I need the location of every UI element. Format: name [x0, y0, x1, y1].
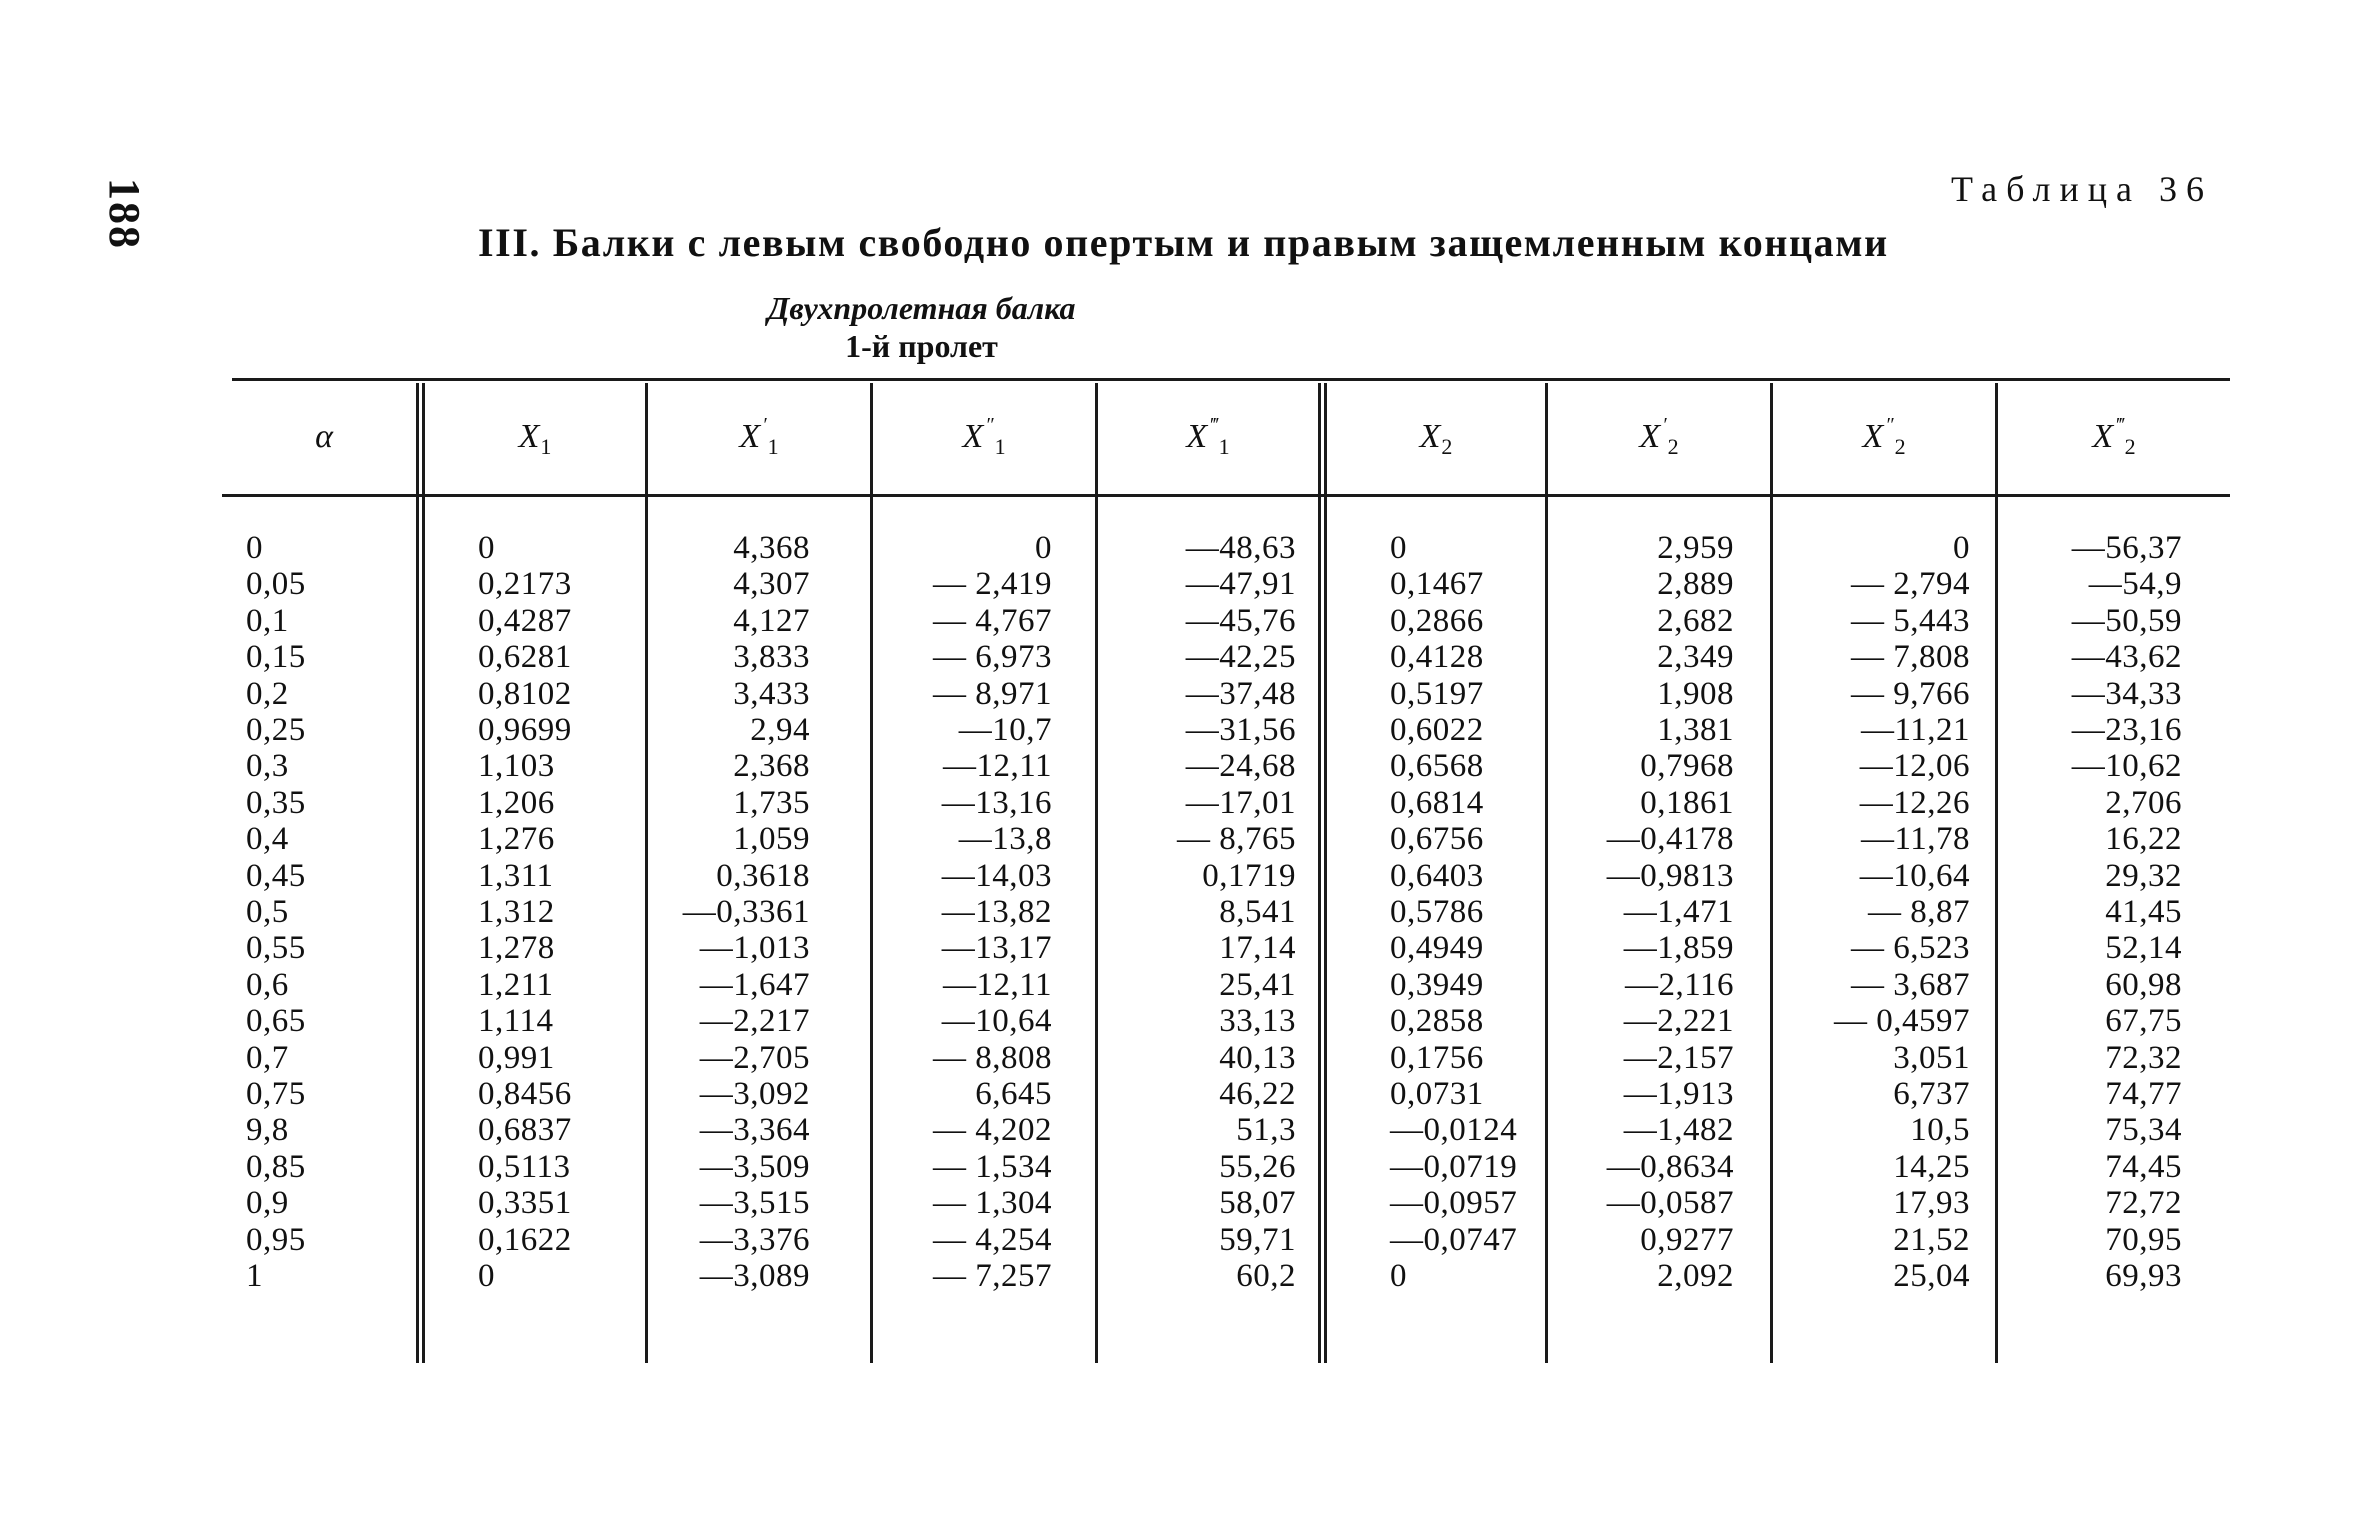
- column-header: [1327, 383, 1545, 491]
- column-header-index: 1: [767, 434, 779, 459]
- value-cell: 60,98: [2105, 966, 2182, 1003]
- value-cell: —13,8: [958, 821, 1052, 858]
- table-row: [0, 930, 2363, 966]
- alpha-cell: 0,25: [246, 712, 306, 748]
- value-cell: —10,7: [958, 712, 1052, 748]
- value-cell: —10,64: [1859, 857, 1970, 894]
- column-header-index: 1: [540, 434, 552, 459]
- value-cell: 25,04: [1893, 1258, 1970, 1294]
- value-cell: — 6,523: [1851, 930, 1970, 967]
- value-cell: 25,41: [1219, 966, 1296, 1003]
- alpha-cell: 0: [246, 530, 263, 566]
- value-cell: —12,11: [942, 748, 1052, 785]
- value-cell: 10,5: [1910, 1112, 1970, 1149]
- table-label: Таблица 36: [1951, 169, 2213, 209]
- value-cell: 14,25: [1893, 1148, 1970, 1185]
- table-row: [0, 1185, 2363, 1221]
- alpha-cell: 0,1: [246, 602, 289, 639]
- value-cell: —3,376: [699, 1221, 810, 1258]
- value-cell: —13,16: [941, 784, 1052, 821]
- value-cell: — 5,443: [1851, 602, 1970, 639]
- value-cell: —31,56: [1185, 712, 1296, 748]
- page-number: 188: [100, 178, 149, 250]
- column-header-index: 1: [1218, 434, 1230, 459]
- table-row: [0, 603, 2363, 639]
- value-cell: 0,2866: [1390, 602, 1484, 639]
- value-cell: 1,103: [478, 748, 555, 785]
- value-cell: —1,482: [1623, 1112, 1734, 1149]
- value-cell: —43,62: [2071, 639, 2182, 676]
- column-header-index: 2: [1667, 434, 1679, 459]
- value-cell: 2,706: [2105, 784, 2182, 821]
- value-cell: — 6,973: [933, 639, 1052, 676]
- column-header: [648, 383, 870, 491]
- value-cell: —0,4178: [1606, 821, 1734, 858]
- value-cell: — 2,419: [933, 566, 1052, 603]
- column-header: [425, 383, 645, 491]
- table-subtitle: Двухпролетная балка: [767, 290, 1076, 326]
- table-row: [0, 821, 2363, 857]
- value-cell: 2,682: [1657, 602, 1734, 639]
- value-cell: — 0,4597: [1834, 1003, 1970, 1040]
- value-cell: 0,1719: [1202, 857, 1296, 894]
- value-cell: — 1,534: [933, 1148, 1052, 1185]
- table-row: [0, 894, 2363, 930]
- value-cell: —3,515: [699, 1185, 810, 1222]
- value-cell: — 3,687: [1851, 966, 1970, 1003]
- value-cell: 0,1622: [478, 1221, 572, 1258]
- alpha-cell: 1: [246, 1258, 263, 1294]
- table-row: [0, 1003, 2363, 1039]
- value-cell: —2,116: [1624, 966, 1734, 1003]
- column-header-prime: ″: [1885, 413, 1894, 436]
- value-cell: 0,8456: [478, 1076, 572, 1112]
- value-cell: 1,908: [1657, 675, 1734, 712]
- value-cell: —50,59: [2071, 602, 2182, 639]
- alpha-cell: 0,65: [246, 1003, 306, 1040]
- value-cell: —0,9813: [1606, 857, 1734, 894]
- alpha-cell: 0,3: [246, 748, 289, 785]
- value-cell: —2,705: [699, 1039, 810, 1076]
- value-cell: 0,5197: [1390, 675, 1484, 712]
- value-cell: —3,092: [699, 1076, 810, 1112]
- value-cell: —1,647: [699, 966, 810, 1003]
- value-cell: 6,645: [975, 1076, 1052, 1112]
- value-cell: 0: [478, 1258, 495, 1294]
- value-cell: 72,32: [2105, 1039, 2182, 1076]
- value-cell: 0,1467: [1390, 566, 1484, 603]
- value-cell: —1,471: [1623, 894, 1734, 930]
- value-cell: 41,45: [2105, 894, 2182, 930]
- alpha-cell: 0,95: [246, 1221, 306, 1258]
- value-cell: —3,364: [699, 1112, 810, 1149]
- value-cell: —17,01: [1185, 784, 1296, 821]
- value-cell: 69,93: [2105, 1258, 2182, 1294]
- value-cell: 0,6022: [1390, 712, 1484, 748]
- column-header: [873, 383, 1095, 491]
- value-cell: 4,368: [733, 530, 810, 566]
- value-cell: 0,6281: [478, 639, 572, 676]
- column-header: [1548, 383, 1770, 491]
- alpha-cell: 0,7: [246, 1039, 289, 1076]
- column-header-index: 2: [1894, 434, 1906, 459]
- column-header: [232, 383, 416, 491]
- value-cell: 4,307: [733, 566, 810, 603]
- value-cell: 1,114: [478, 1003, 554, 1040]
- column-header-symbol: X: [1862, 418, 1884, 455]
- value-cell: —13,82: [941, 894, 1052, 930]
- value-cell: 0,8102: [478, 675, 572, 712]
- value-cell: —10,64: [941, 1003, 1052, 1040]
- value-cell: —0,0719: [1390, 1148, 1518, 1185]
- value-cell: 0,9277: [1640, 1221, 1734, 1258]
- value-cell: 0,9699: [478, 712, 572, 748]
- value-cell: 1,381: [1657, 712, 1734, 748]
- value-cell: —45,76: [1185, 602, 1296, 639]
- value-cell: —12,11: [942, 966, 1052, 1003]
- value-cell: — 8,808: [933, 1039, 1052, 1076]
- span-label: 1-й пролет: [845, 328, 998, 364]
- value-cell: —14,03: [941, 857, 1052, 894]
- value-cell: — 2,794: [1851, 566, 1970, 603]
- value-cell: 2,349: [1657, 639, 1734, 676]
- value-cell: 2,092: [1657, 1258, 1734, 1294]
- alpha-cell: 0,5: [246, 894, 289, 930]
- value-cell: 1,312: [478, 894, 555, 930]
- column-header-symbol: X: [1186, 418, 1208, 455]
- value-cell: 1,059: [733, 821, 810, 858]
- column-header-prime: ″: [985, 413, 994, 436]
- value-cell: 0,3949: [1390, 966, 1484, 1003]
- value-cell: 1,311: [478, 857, 554, 894]
- value-cell: 0: [1953, 530, 1970, 566]
- value-cell: 46,22: [1219, 1076, 1296, 1112]
- value-cell: 1,211: [478, 966, 554, 1003]
- column-header-index: 2: [2124, 434, 2136, 459]
- value-cell: 0,1756: [1390, 1039, 1484, 1076]
- column-header: [1773, 383, 1995, 491]
- value-cell: —2,217: [699, 1003, 810, 1040]
- table-row: [0, 566, 2363, 602]
- value-cell: 8,541: [1219, 894, 1296, 930]
- table-row: [0, 1112, 2363, 1148]
- column-header: [1098, 383, 1318, 491]
- value-cell: 3,833: [733, 639, 810, 676]
- page-title: III. Балки с левым свободно опертым и правым защемленным концами: [478, 220, 1889, 265]
- value-cell: —56,37: [2071, 530, 2182, 566]
- value-cell: 75,34: [2105, 1112, 2182, 1149]
- value-cell: —11,78: [1860, 821, 1970, 858]
- table-row: [0, 858, 2363, 894]
- value-cell: —34,33: [2071, 675, 2182, 712]
- alpha-cell: 0,85: [246, 1148, 306, 1185]
- table-row: [0, 1040, 2363, 1076]
- value-cell: —47,91: [1185, 566, 1296, 603]
- table-row: [0, 639, 2363, 675]
- value-cell: —0,0957: [1390, 1185, 1518, 1222]
- value-cell: 0,4287: [478, 602, 572, 639]
- alpha-cell: 0,75: [246, 1076, 306, 1112]
- value-cell: 0,3351: [478, 1185, 572, 1222]
- value-cell: 16,22: [2105, 821, 2182, 858]
- table-row: [0, 712, 2363, 748]
- value-cell: —3,089: [699, 1258, 810, 1294]
- value-cell: —2,221: [1623, 1003, 1734, 1040]
- column-header-symbol: X: [2092, 418, 2114, 455]
- value-cell: —2,157: [1623, 1039, 1734, 1076]
- value-cell: —3,509: [699, 1148, 810, 1185]
- value-cell: —54,9: [2088, 566, 2182, 603]
- value-cell: 0,6403: [1390, 857, 1484, 894]
- value-cell: 2,959: [1657, 530, 1734, 566]
- alpha-cell: 0,6: [246, 966, 289, 1003]
- column-header-prime: ‴: [2115, 413, 2124, 436]
- value-cell: 72,72: [2105, 1185, 2182, 1222]
- value-cell: —48,63: [1185, 530, 1296, 566]
- value-cell: 4,127: [733, 602, 810, 639]
- table-row: [0, 785, 2363, 821]
- column-header-index: 2: [1441, 434, 1453, 459]
- value-cell: 60,2: [1236, 1258, 1296, 1294]
- value-cell: 70,95: [2105, 1221, 2182, 1258]
- value-cell: —23,16: [2071, 712, 2182, 748]
- alpha-cell: 0,4: [246, 821, 289, 858]
- value-cell: 0,0731: [1390, 1076, 1484, 1112]
- value-cell: 0: [1390, 530, 1407, 566]
- value-cell: —11,21: [1860, 712, 1970, 748]
- value-cell: 2,368: [733, 748, 810, 785]
- value-cell: 0,7968: [1640, 748, 1734, 785]
- column-header-prime: ′: [762, 413, 767, 436]
- value-cell: —12,06: [1859, 748, 1970, 785]
- table-row: [0, 1076, 2363, 1112]
- alpha-cell: 0,55: [246, 930, 306, 967]
- column-header-index: 1: [994, 434, 1006, 459]
- value-cell: — 8,765: [1177, 821, 1296, 858]
- alpha-cell: 9,8: [246, 1112, 289, 1149]
- value-cell: —13,17: [941, 930, 1052, 967]
- value-cell: —0,0124: [1390, 1112, 1518, 1149]
- value-cell: 0,3618: [716, 857, 810, 894]
- value-cell: 2,889: [1657, 566, 1734, 603]
- alpha-cell: 0,2: [246, 675, 289, 712]
- value-cell: — 7,257: [933, 1258, 1052, 1294]
- value-cell: 0,2858: [1390, 1003, 1484, 1040]
- value-cell: —0,8634: [1606, 1148, 1734, 1185]
- table-row: [0, 748, 2363, 784]
- alpha-cell: 0,15: [246, 639, 306, 676]
- value-cell: 0,6814: [1390, 784, 1484, 821]
- value-cell: —12,26: [1859, 784, 1970, 821]
- table-row: [0, 676, 2363, 712]
- value-cell: 0,6568: [1390, 748, 1484, 785]
- value-cell: 55,26: [1219, 1148, 1296, 1185]
- value-cell: 3,433: [733, 675, 810, 712]
- column-header-symbol: X: [1419, 418, 1441, 455]
- table-row: [0, 1149, 2363, 1185]
- column-header-prime: ‴: [1209, 413, 1218, 436]
- column-header: [1998, 383, 2230, 491]
- value-cell: —1,859: [1623, 930, 1734, 967]
- value-cell: 51,3: [1236, 1112, 1296, 1149]
- value-cell: — 1,304: [933, 1185, 1052, 1222]
- value-cell: 33,13: [1219, 1003, 1296, 1040]
- value-cell: —37,48: [1185, 675, 1296, 712]
- value-cell: 52,14: [2105, 930, 2182, 967]
- value-cell: 0,991: [478, 1039, 555, 1076]
- table-row: [0, 530, 2363, 566]
- column-header-prime: ′: [1662, 413, 1667, 436]
- table-top-rule: [232, 378, 2230, 381]
- table-row: [0, 1258, 2363, 1294]
- value-cell: 0,5113: [478, 1148, 571, 1185]
- value-cell: —1,913: [1623, 1076, 1734, 1112]
- value-cell: 1,206: [478, 784, 555, 821]
- value-cell: — 8,87: [1868, 894, 1970, 930]
- table-header: [0, 383, 2363, 491]
- value-cell: 59,71: [1219, 1221, 1296, 1258]
- alpha-cell: 0,35: [246, 784, 306, 821]
- value-cell: — 8,971: [933, 675, 1052, 712]
- value-cell: 0,1861: [1640, 784, 1734, 821]
- value-cell: —0,3361: [682, 894, 810, 930]
- value-cell: 0: [1390, 1258, 1407, 1294]
- value-cell: 74,45: [2105, 1148, 2182, 1185]
- value-cell: —42,25: [1185, 639, 1296, 676]
- value-cell: — 7,808: [1851, 639, 1970, 676]
- value-cell: 6,737: [1893, 1076, 1970, 1112]
- value-cell: 40,13: [1219, 1039, 1296, 1076]
- value-cell: 67,75: [2105, 1003, 2182, 1040]
- value-cell: —24,68: [1185, 748, 1296, 785]
- value-cell: 0,6837: [478, 1112, 572, 1149]
- value-cell: 2,94: [750, 712, 810, 748]
- value-cell: 0: [478, 530, 495, 566]
- alpha-cell: 0,05: [246, 566, 306, 603]
- value-cell: 0: [1035, 530, 1052, 566]
- value-cell: —0,0747: [1390, 1221, 1518, 1258]
- table-header-rule: [222, 494, 2230, 497]
- value-cell: 1,276: [478, 821, 555, 858]
- value-cell: — 9,766: [1851, 675, 1970, 712]
- column-header-symbol: X: [518, 418, 540, 455]
- value-cell: 21,52: [1893, 1221, 1970, 1258]
- value-cell: 0,2173: [478, 566, 572, 603]
- value-cell: —0,0587: [1606, 1185, 1734, 1222]
- column-header-symbol: α: [315, 418, 333, 455]
- alpha-cell: 0,45: [246, 857, 306, 894]
- value-cell: 0,4949: [1390, 930, 1484, 967]
- value-cell: 17,14: [1219, 930, 1296, 967]
- value-cell: —1,013: [699, 930, 810, 967]
- value-cell: 74,77: [2105, 1076, 2182, 1112]
- value-cell: 29,32: [2105, 857, 2182, 894]
- value-cell: 1,278: [478, 930, 555, 967]
- column-header-symbol: X: [1639, 418, 1661, 455]
- value-cell: — 4,254: [933, 1221, 1052, 1258]
- value-cell: —10,62: [2071, 748, 2182, 785]
- value-cell: 17,93: [1893, 1185, 1970, 1222]
- value-cell: 0,4128: [1390, 639, 1484, 676]
- value-cell: 58,07: [1219, 1185, 1296, 1222]
- value-cell: 0,6756: [1390, 821, 1484, 858]
- value-cell: 0,5786: [1390, 894, 1484, 930]
- column-header-symbol: X: [739, 418, 761, 455]
- value-cell: 1,735: [733, 784, 810, 821]
- alpha-cell: 0,9: [246, 1185, 289, 1222]
- column-header-symbol: X: [962, 418, 984, 455]
- table-row: [0, 1222, 2363, 1258]
- value-cell: — 4,767: [933, 602, 1052, 639]
- value-cell: — 4,202: [933, 1112, 1052, 1149]
- value-cell: 3,051: [1893, 1039, 1970, 1076]
- table-row: [0, 967, 2363, 1003]
